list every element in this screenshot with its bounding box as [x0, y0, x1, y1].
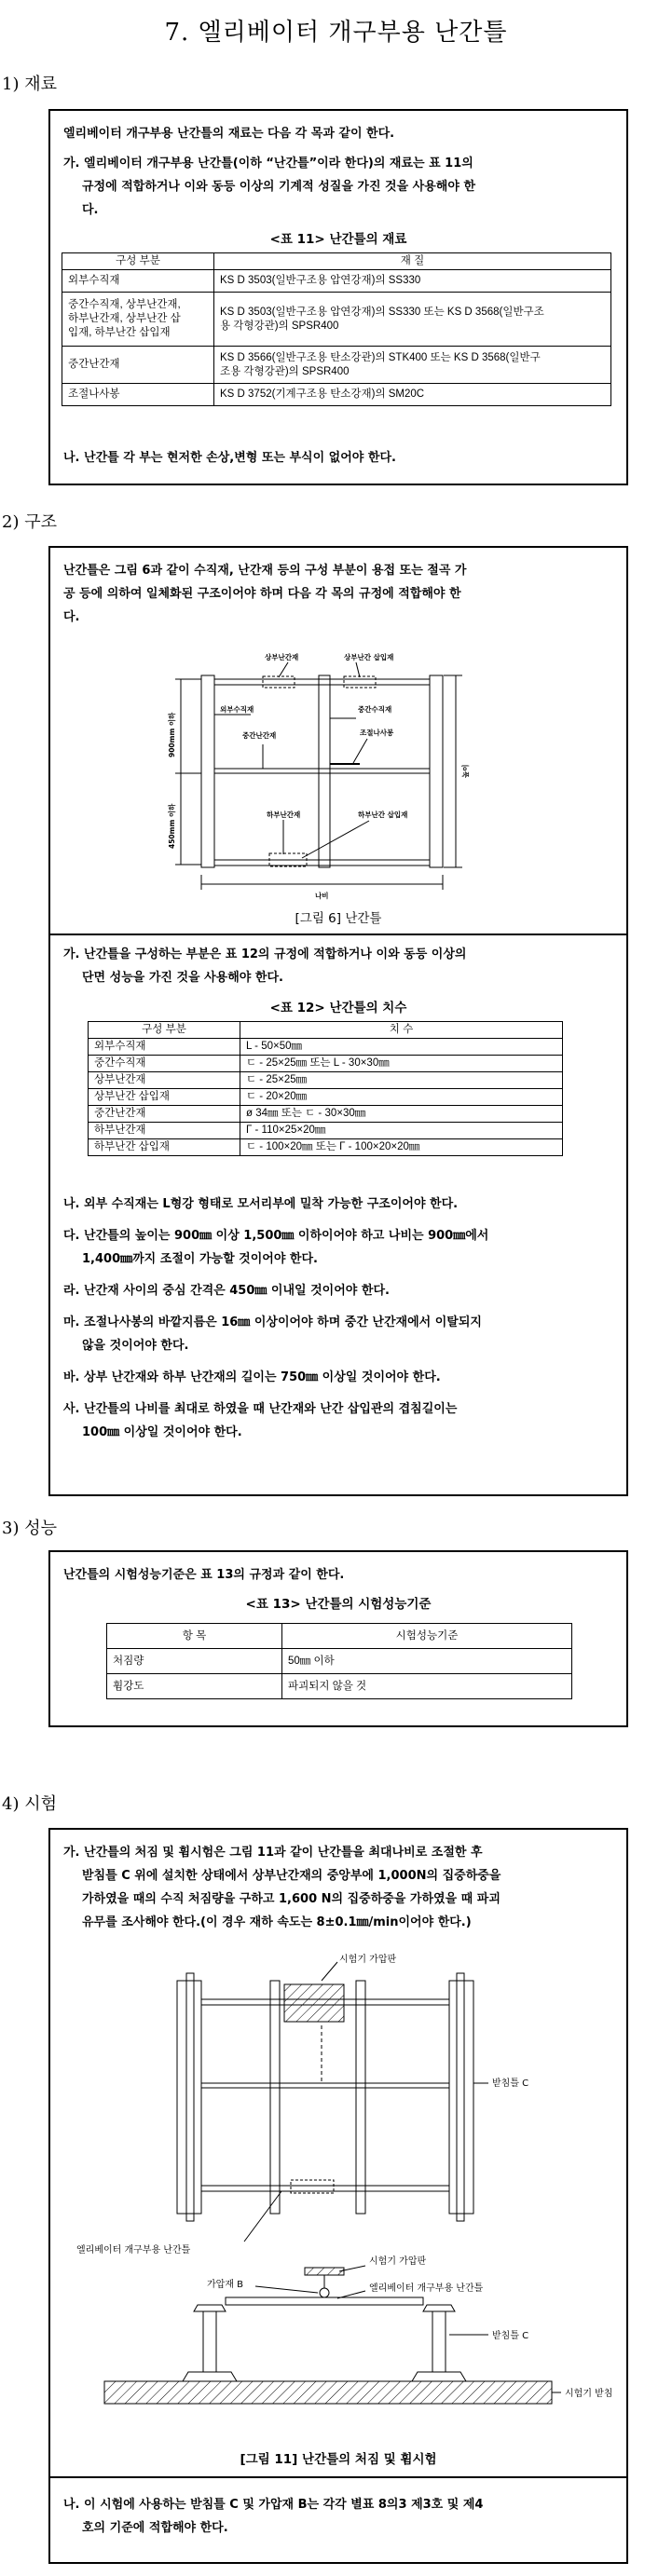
materials-box [48, 109, 628, 485]
table-row [89, 1039, 563, 1056]
divider [50, 2476, 626, 2478]
label-bottom-rail: 하부난간재 [267, 811, 301, 819]
test-item-ga-line4: 유무를 조사해야 한다.(이 경우 재하 속도는 8±0.1㎜/min이어야 한다.) [82, 1915, 472, 1929]
table-12-caption: <표 12> 난간틀의 치수 [269, 1001, 407, 1015]
table-row [107, 1649, 572, 1674]
table-cell: 처짐량 [107, 1649, 282, 1674]
cell-line: KS D 3566(일반구조용 탄소강관)의 STK400 또는 KS D 3568(일반구 [220, 351, 541, 363]
label-support-frame-2: 받침틀 C [492, 2331, 529, 2341]
label-adjust-rod: 조절나사봉 [360, 729, 394, 737]
label-dim-900: 900mm 이하 [168, 712, 176, 757]
table-cell: 하부난간재 [89, 1123, 240, 1139]
table-cell: ㄷ - 25×25㎜ 또는 L - 30×30㎜ [240, 1056, 563, 1072]
structure-item-sa-line2: 100㎜ 이상일 것이어야 한다. [82, 1425, 242, 1439]
table-row [107, 1674, 572, 1699]
table-header-cell: 시험성능기준 [282, 1624, 572, 1649]
table-header-cell: 치 수 [240, 1022, 563, 1039]
figure-6-railing-diagram [153, 636, 544, 902]
table-row [62, 347, 611, 384]
table-cell [214, 384, 611, 406]
table-11 [62, 252, 611, 406]
figure-11-test-diagram [58, 1943, 617, 2447]
table-cell: 파괴되지 않을 것 [282, 1674, 572, 1699]
structure-item-ga-line2: 단면 성능을 가진 것을 사용해야 한다. [82, 971, 283, 985]
table-header-cell: 항 목 [107, 1624, 282, 1649]
table-cell: 50㎜ 이하 [282, 1649, 572, 1674]
table-13 [106, 1623, 572, 1699]
section-heading-performance: 3) 성능 [2, 1519, 57, 1538]
structure-item-ma-line2: 않을 것이어야 한다. [82, 1339, 189, 1353]
top-rail-side [226, 2297, 423, 2305]
label-loading-plate-2: 시험기 가압판 [369, 2256, 427, 2267]
table-cell: Γ - 110×25×20㎜ [240, 1123, 563, 1139]
label-loading-plate: 시험기 가압판 [339, 1955, 397, 1965]
table-11-caption: <표 11> 난간틀의 재료 [269, 232, 407, 247]
cell-line: 조절나사봉 [68, 388, 120, 400]
materials-item-na: 나. 난간틀 각 부는 현저한 손상,변형 또는 부식이 없어야 한다. [63, 451, 396, 465]
table-cell: ㄷ - 25×25㎜ [240, 1072, 563, 1089]
label-dim-450: 450mm 이하 [168, 803, 176, 849]
table-row [62, 384, 611, 406]
structure-item-ma-line1: 마. 조절나사봉의 바깥지름은 16㎜ 이상이어야 하며 중간 난간재에서 이탈되지 [63, 1315, 482, 1329]
mid-vertical [319, 675, 330, 867]
materials-item-ga-line3: 다. [82, 203, 99, 217]
structure-item-da-line2: 1,400㎜까지 조절이 가능할 것이어야 한다. [82, 1252, 318, 1266]
table-row [89, 1089, 563, 1106]
table-cell: 휨강도 [107, 1674, 282, 1699]
label-railing-2: 엘리베이터 개구부용 난간틀 [369, 2283, 484, 2294]
label-test-bed: 시험기 받침 [565, 2389, 613, 2399]
materials-item-ga-line1: 가. 엘리베이터 개구부용 난간틀(이하 “난간틀”이라 한다)의 재료는 표 11의 [63, 157, 473, 170]
materials-item-ga-line2: 규정에 적합하거나 이와 동등 이상의 기계적 성질을 가진 것을 사용해야 한 [82, 180, 475, 194]
figure-11-caption: [그림 11] 난간틀의 처짐 및 휨시험 [240, 2452, 437, 2467]
table-cell [214, 347, 611, 384]
table-row [89, 1106, 563, 1123]
support-c-right [457, 1973, 464, 2221]
loading-plate-2-shape [305, 2268, 344, 2275]
table-cell: ㄷ - 20×20㎜ [240, 1089, 563, 1106]
performance-intro: 난간틀의 시험성능기준은 표 13의 규정과 같이 한다. [63, 1568, 345, 1582]
table-cell [62, 347, 214, 384]
table-row [62, 293, 611, 347]
table-cell [214, 293, 611, 347]
divider [50, 934, 626, 935]
table-header-cell: 구성 부분 [62, 253, 214, 270]
table-row [89, 1139, 563, 1156]
table-12 [88, 1021, 563, 1156]
test-item-na-line1: 나. 이 시험에 사용하는 받침틀 C 및 가압재 B는 각각 별표 8의3 제3호 및 제4 [63, 2498, 484, 2512]
test-box [48, 1828, 628, 2564]
table-header-cell: 구성 부분 [89, 1022, 240, 1039]
table-cell [62, 270, 214, 293]
structure-item-ba: 바. 상부 난간재와 하부 난간재의 길이는 750㎜ 이상일 것이어야 한다. [63, 1370, 441, 1384]
table-header-row [89, 1022, 563, 1039]
table-row [89, 1056, 563, 1072]
table-cell: L - 50×50㎜ [240, 1039, 563, 1056]
test-item-na-line2: 호의 기준에 적합해야 한다. [82, 2521, 228, 2535]
label-mid-vertical: 중간수직재 [358, 705, 392, 714]
cell-line: KS D 3503(일반구조용 압연강재)의 SS330 [220, 275, 421, 286]
table-cell: 외부수직재 [89, 1039, 240, 1056]
outer-vertical-left [177, 1981, 201, 2214]
table-cell: 상부난간재 [89, 1072, 240, 1089]
performance-box [48, 1550, 628, 1727]
cell-line: 하부난간재, 상부난간 삽 [68, 313, 181, 324]
cell-line: 중간난간재 [68, 359, 120, 370]
table-cell: 중간수직재 [89, 1056, 240, 1072]
structure-item-sa-line1: 사. 난간틀의 나비를 최대로 하였을 때 난간재와 난간 삽입관의 겹침길이는 [63, 1402, 458, 1416]
outer-vertical-right [449, 1981, 473, 2214]
outer-vertical-left [201, 675, 214, 867]
outer-vertical-right [430, 675, 443, 867]
label-width: 나비 [315, 892, 329, 900]
structure-item-ra: 라. 난간재 사이의 중심 간격은 450㎜ 이내일 것이어야 한다. [63, 1284, 390, 1298]
label-top-rail: 상부난간재 [265, 653, 299, 661]
cell-line: 중간수직재, 상부난간재, [68, 299, 181, 310]
label-mid-rail: 중간난간재 [242, 731, 277, 740]
cell-line: KS D 3752(기계구조용 탄소강재)의 SM20C [220, 388, 425, 400]
table-header-row [62, 253, 611, 270]
materials-intro: 엘리베이터 개구부용 난간틀의 재료는 다음 각 목과 같이 한다. [63, 127, 395, 141]
label-height: 높이 [461, 764, 470, 778]
label-bottom-insert: 하부난간 삽입재 [358, 811, 408, 819]
structure-box [48, 546, 628, 1496]
section-heading-structure: 2) 구조 [2, 512, 57, 532]
test-bed-shape [104, 2381, 552, 2404]
table-cell: 중간난간재 [89, 1106, 240, 1123]
table-row [89, 1072, 563, 1089]
label-top-insert: 상부난간 삽입재 [344, 653, 394, 661]
loading-plate-shape [284, 1984, 344, 2022]
cell-line: 용 각형강관)의 SPSR400 [220, 320, 339, 332]
table-cell: 상부난간 삽입재 [89, 1089, 240, 1106]
structure-intro-line2: 공 등에 의하여 일체화된 구조이어야 하며 다음 각 목의 규정에 적합해야 한 [63, 587, 461, 601]
test-item-ga-line2: 받침틀 C 위에 설치한 상태에서 상부난간재의 중앙부에 1,000N의 집중하중을 [82, 1869, 501, 1883]
table-cell: ø 34㎜ 또는 ㄷ - 30×30㎜ [240, 1106, 563, 1123]
label-outer-vertical: 외부수직재 [220, 705, 254, 714]
cell-line: 외부수직재 [68, 275, 120, 286]
cell-line: KS D 3503(일반구조용 압연강재)의 SS330 또는 KS D 3568(일반구조 [220, 306, 544, 318]
table-row [62, 270, 611, 293]
table-13-caption: <표 13> 난간틀의 시험성능기준 [245, 1597, 432, 1612]
table-cell [62, 293, 214, 347]
label-support-frame: 받침틀 C [492, 2079, 529, 2089]
page-title: 7. 엘리베이터 개구부용 난간틀 [164, 19, 508, 47]
test-item-ga-line3: 가하였을 때의 수직 처짐량을 구하고 1,600 N의 집중하중을 가하였을 때 파괴 [82, 1892, 501, 1906]
table-header-row [107, 1624, 572, 1649]
table-header-cell: 재 질 [214, 253, 611, 270]
structure-item-da-line1: 다. 난간틀의 높이는 900㎜ 이상 1,500㎜ 이하이어야 하고 나비는 900㎜에서 [63, 1229, 489, 1243]
label-loading-member: 가압재 B [207, 2280, 244, 2290]
test-item-ga-line1: 가. 난간틀의 처짐 및 휨시험은 그림 11과 같이 난간틀을 최대나비로 조절한 후 [63, 1846, 483, 1860]
cell-line: 조용 각형강관)의 SPSR400 [220, 365, 350, 377]
structure-intro-line3: 다. [63, 610, 80, 624]
table-cell: 하부난간 삽입재 [89, 1139, 240, 1156]
table-cell [62, 384, 214, 406]
table-row [89, 1123, 563, 1139]
section-heading-materials: 1) 재료 [2, 75, 57, 94]
table-cell [214, 270, 611, 293]
structure-item-na: 나. 외부 수직재는 L형강 형태로 모서리부에 밀착 가능한 구조이어야 한다. [63, 1197, 459, 1211]
label-railing: 엘리베이터 개구부용 난간틀 [76, 2245, 191, 2256]
table-cell: ㄷ - 100×20㎜ 또는 Γ - 100×20×20㎜ [240, 1139, 563, 1156]
structure-item-ga-line1: 가. 난간틀을 구성하는 부분은 표 12의 규정에 적합하거나 이와 동등 이상의 [63, 947, 467, 961]
figure-6-caption: [그림 6] 난간틀 [295, 911, 382, 926]
cell-line: 입재, 하부난간 삽입재 [68, 327, 171, 338]
section-heading-test: 4) 시험 [2, 1794, 57, 1814]
structure-intro-line1: 난간틀은 그림 6과 같이 수직재, 난간재 등의 구성 부분이 용접 또는 절곡 가 [63, 564, 467, 578]
support-c-left [186, 1973, 194, 2221]
